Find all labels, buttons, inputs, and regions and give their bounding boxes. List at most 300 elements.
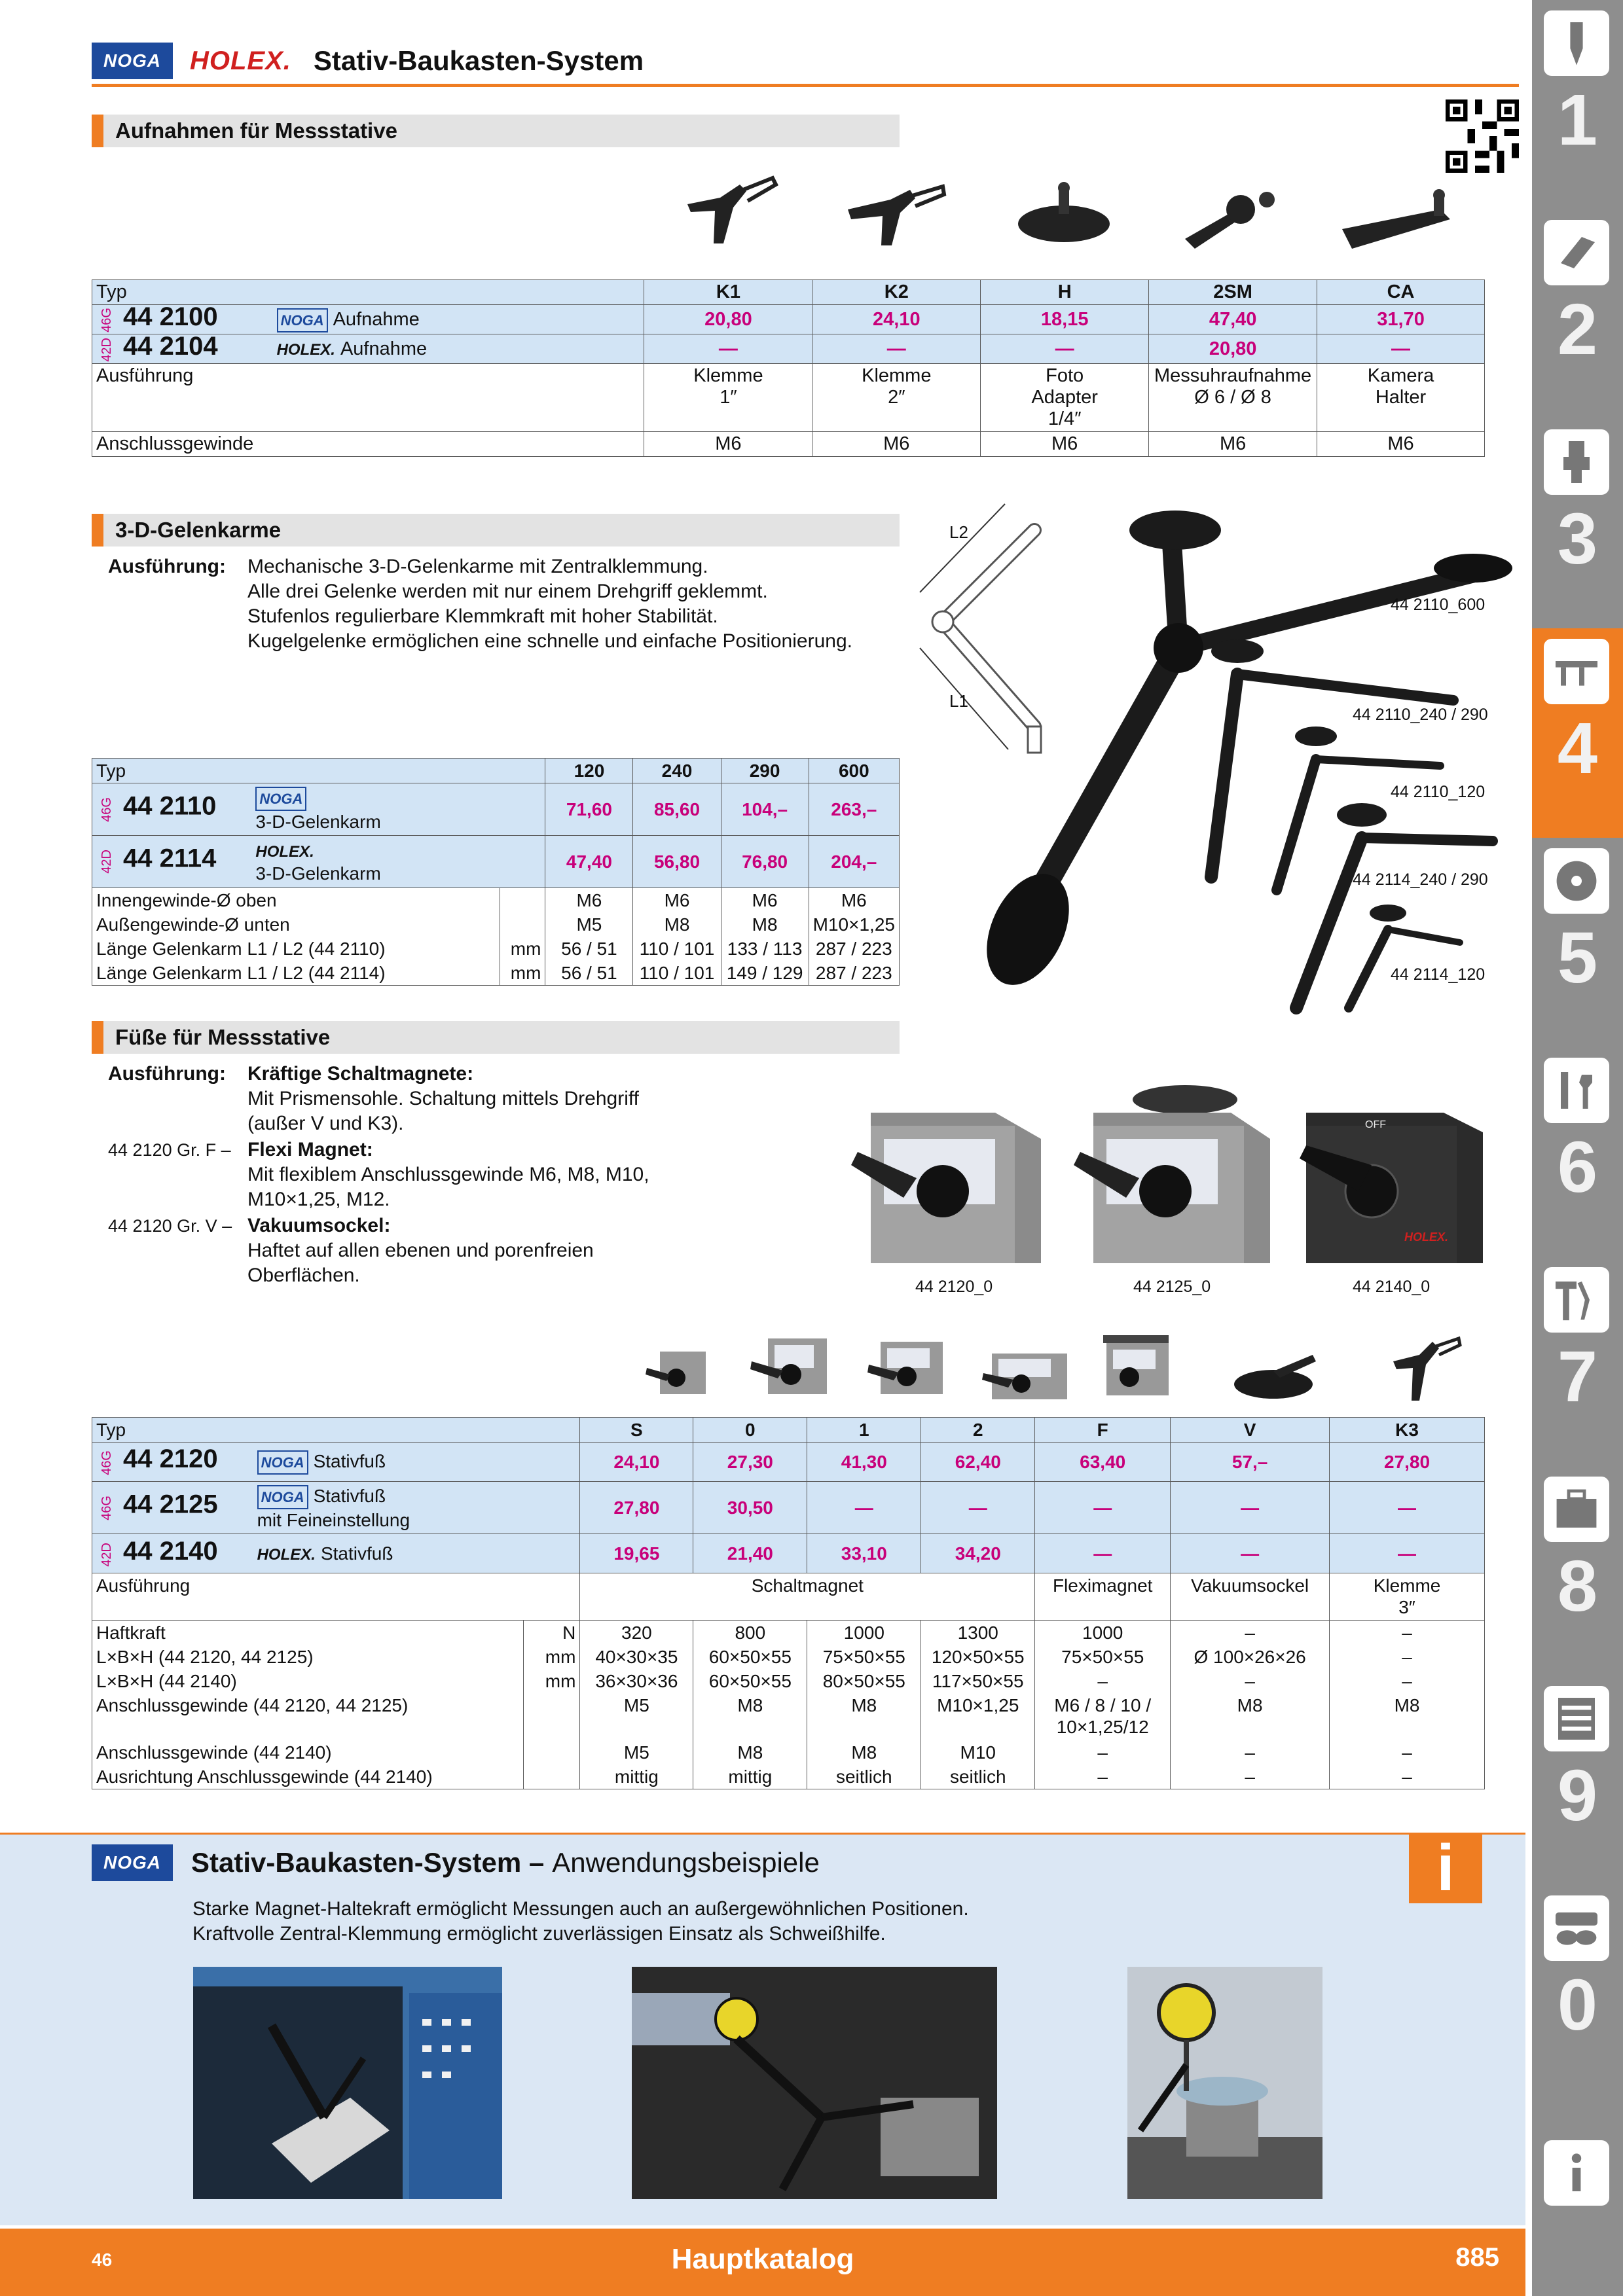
desc-line: Oberflächen.	[247, 1265, 360, 1286]
image-label: 44 2114_240 / 290	[1353, 870, 1488, 889]
cell: 1000	[807, 1621, 921, 1645]
image-label: 44 2110_240 / 290	[1353, 706, 1488, 724]
cell: 287 / 223	[809, 937, 899, 961]
row-label: Haftkraft	[92, 1621, 524, 1645]
desc-title: Vakuumsockel:	[247, 1215, 391, 1236]
cell: M8	[721, 912, 809, 937]
article-number[interactable]: 44 2104	[123, 332, 218, 361]
desc-line: M10×1,25, M12.	[247, 1189, 390, 1210]
price: 27,80	[580, 1482, 693, 1534]
section-header-gelenkarme: 3-D-Gelenkarme	[92, 514, 900, 547]
col-header: K2	[812, 280, 981, 305]
row-label: Außengewinde-Ø unten	[92, 912, 500, 937]
unit	[524, 1740, 580, 1765]
tab-info[interactable]	[1532, 2094, 1623, 2231]
price: 19,65	[580, 1534, 693, 1573]
tab-chapter-5[interactable]	[1532, 838, 1623, 1047]
magnet-2-icon	[976, 1340, 1074, 1406]
price: 63,40	[1035, 1443, 1171, 1482]
l1-label: L1	[949, 691, 968, 711]
tab-chapter-0[interactable]	[1532, 1885, 1623, 2094]
page-number-left: 46	[92, 2250, 113, 2270]
desc-line: Stufenlos regulierbare Klemmkraft mit hoher Stabilität.	[247, 605, 718, 627]
price: 27,80	[1330, 1443, 1485, 1482]
row-label: Länge Gelenkarm L1 / L2 (44 2110)	[92, 937, 500, 961]
clamp-k3-icon	[1380, 1329, 1465, 1407]
product-name: Aufnahme	[333, 309, 420, 330]
section-header-fuesse: Füße für Messstative	[92, 1021, 900, 1054]
price: 204,–	[809, 836, 899, 888]
price: 71,60	[545, 783, 633, 836]
magnet-base-image	[845, 1100, 1054, 1270]
cell: M5	[545, 912, 633, 937]
price: —	[1330, 1482, 1485, 1534]
price: 24,10	[812, 305, 981, 334]
cell: M6	[633, 888, 721, 913]
article-number[interactable]: 44 2140	[123, 1536, 218, 1566]
delivery-tag: 42D	[100, 850, 114, 874]
desc-label: 44 2120 Gr. V –	[108, 1216, 232, 1236]
page-title: Stativ-Baukasten-System	[313, 45, 644, 76]
desc-line: Alle drei Gelenke werden mit nur einem Drehgriff geklemmt.	[247, 581, 768, 602]
magnet-f-icon	[1090, 1329, 1182, 1404]
info-icon[interactable]: i	[1409, 1833, 1482, 1903]
typ-label: Typ	[92, 1418, 580, 1443]
product-row[interactable]	[92, 305, 1485, 334]
spec-row	[92, 1669, 1485, 1693]
table-aufnahmen	[92, 279, 1485, 457]
delivery-tag: 46G	[100, 1450, 114, 1475]
cell: M8	[1330, 1693, 1485, 1740]
cell: 56 / 51	[545, 937, 633, 961]
noga-logo: NOGA	[92, 43, 173, 79]
typ-label: Typ	[92, 759, 545, 783]
product-name: Aufnahme	[340, 338, 428, 360]
noga-brand-icon: NOGA	[257, 1485, 308, 1509]
holder-k2-icon	[838, 173, 949, 259]
delivery-tag: 46G	[100, 797, 114, 822]
price: —	[1035, 1482, 1171, 1534]
qr-code-icon[interactable]	[1446, 99, 1519, 173]
cell: Halter	[1375, 386, 1427, 408]
cell: 75×50×55	[1035, 1645, 1171, 1669]
row-label: Ausrichtung Anschlussgewinde (44 2140)	[92, 1765, 524, 1789]
desc-title: Kräftige Schaltmagnete:	[247, 1063, 474, 1085]
unit: mm	[500, 937, 545, 961]
desc-title: Flexi Magnet:	[247, 1139, 373, 1160]
holder-2sm-icon	[1172, 180, 1283, 259]
spec-row	[92, 912, 900, 937]
price: 62,40	[921, 1443, 1035, 1482]
catalog-name: Hauptkatalog	[671, 2243, 854, 2275]
spec-row	[92, 1621, 1485, 1645]
cell: 110 / 101	[633, 961, 721, 986]
col-header: S	[580, 1418, 693, 1443]
row-label: Innengewinde-Ø oben	[92, 888, 500, 913]
noga-brand-icon: NOGA	[277, 308, 328, 332]
row-label: L×B×H (44 2120, 44 2125)	[92, 1645, 524, 1669]
cell: M6	[1317, 431, 1485, 456]
cell: –	[1035, 1765, 1171, 1789]
info-line: Kraftvolle Zentral-Klemmung ermöglicht zuverlässigen Einsatz als Schweißhilfe.	[192, 1923, 886, 1945]
delivery-tag: 46G	[100, 308, 114, 333]
pliers-icon	[1544, 1267, 1609, 1333]
article-number[interactable]: 44 2114	[123, 843, 217, 872]
table-fuesse	[92, 1417, 1485, 1789]
row-label: Ausführung	[92, 1573, 580, 1621]
image-label: 44 2140_0	[1353, 1278, 1431, 1296]
row-label: Ausführung	[92, 363, 644, 431]
article-number[interactable]: 44 2100	[123, 302, 218, 331]
tab-number: 8	[1557, 1546, 1598, 1626]
cell: Schaltmagnet	[580, 1573, 1035, 1621]
header-divider	[92, 84, 1519, 87]
cell: M8	[807, 1740, 921, 1765]
info-subtitle: Anwendungsbeispiele	[552, 1847, 820, 1878]
cell: 75×50×55	[807, 1645, 921, 1669]
delivery-tag: 42D	[100, 1542, 114, 1567]
cell: 3″	[1398, 1597, 1415, 1617]
price: —	[1171, 1482, 1330, 1534]
cell: Klemme	[693, 365, 763, 386]
col-header: H	[981, 280, 1149, 305]
price: —	[807, 1482, 921, 1534]
tab-number: 6	[1557, 1127, 1598, 1208]
application-photo-dial	[632, 1967, 997, 2199]
cell: –	[1330, 1621, 1485, 1645]
image-label: 44 2120_0	[915, 1278, 993, 1296]
cell: 1000	[1035, 1621, 1171, 1645]
cell: 110 / 101	[633, 937, 721, 961]
col-header: 290	[721, 759, 809, 783]
row-label: Anschlussgewinde	[92, 431, 644, 456]
magnet-base-fine-image	[1067, 1073, 1283, 1270]
saw-blade-icon	[1544, 848, 1609, 914]
price: —	[1171, 1534, 1330, 1573]
article-number[interactable]: 44 2110	[123, 791, 217, 820]
price: 57,–	[1171, 1443, 1330, 1482]
product-name: 3-D-Gelenkarm	[255, 863, 381, 884]
spec-row	[92, 1765, 1485, 1789]
toolbox-icon	[1544, 1477, 1609, 1542]
cell: –	[1171, 1740, 1330, 1765]
info-header	[92, 1844, 820, 1881]
magnet-1-icon	[861, 1332, 953, 1404]
col-header: CA	[1317, 280, 1485, 305]
cell: 2″	[888, 386, 905, 408]
product-row[interactable]	[92, 1482, 1485, 1534]
cell: M6	[545, 888, 633, 913]
desc-line: (außer V und K3).	[247, 1113, 404, 1134]
drill-icon	[1544, 10, 1609, 76]
holder-ca-icon	[1336, 183, 1467, 262]
col-header: 2	[921, 1418, 1035, 1443]
cell: M8	[1171, 1693, 1330, 1740]
gelenkarm-products-image	[930, 484, 1519, 1047]
cell: Fleximagnet	[1035, 1573, 1171, 1621]
product-row[interactable]	[92, 783, 900, 836]
ausfuehrung-row	[92, 363, 1485, 431]
article-number[interactable]: 44 2125	[123, 1489, 218, 1518]
product-row[interactable]	[92, 1534, 1485, 1573]
insert-icon	[1544, 220, 1609, 285]
tab-chapter-3[interactable]	[1532, 419, 1623, 628]
cell: M6	[644, 431, 812, 456]
price: 30,50	[693, 1482, 807, 1534]
vacuum-base-icon	[1228, 1345, 1326, 1404]
col-header: 240	[633, 759, 721, 783]
unit	[500, 912, 545, 937]
cell: 117×50×55	[921, 1669, 1035, 1693]
desc-label: 44 2120 Gr. F –	[108, 1140, 231, 1160]
spec-row	[92, 1740, 1485, 1765]
col-header: 120	[545, 759, 633, 783]
product-row[interactable]	[92, 1443, 1485, 1482]
cell: M6	[1149, 431, 1317, 456]
cell: Klemme	[1373, 1575, 1441, 1596]
cell: 40×30×35	[580, 1645, 693, 1669]
price: 41,30	[807, 1443, 921, 1482]
cell: 60×50×55	[693, 1669, 807, 1693]
cell: –	[1035, 1740, 1171, 1765]
section-header-aufnahmen: Aufnahmen für Messstative	[92, 115, 900, 147]
price: 56,80	[633, 836, 721, 888]
application-photo-machine	[193, 1967, 502, 2199]
cell: M6 / 8 / 10 / 10×1,25/12	[1035, 1693, 1171, 1740]
unit: mm	[524, 1669, 580, 1693]
price: —	[1317, 334, 1485, 364]
tab-chapter-2[interactable]	[1532, 209, 1623, 419]
caliper-icon	[1544, 639, 1609, 704]
delivery-tag: 46G	[100, 1495, 114, 1520]
product-row[interactable]	[92, 334, 1485, 364]
cell: 1″	[720, 386, 737, 408]
desc-line: Mechanische 3-D-Gelenkarme mit Zentralklemmung.	[247, 556, 708, 577]
cell: M6	[981, 431, 1149, 456]
product-name: mit Feineinstellung	[257, 1509, 410, 1530]
spec-row	[92, 1693, 1485, 1740]
holex-brand-icon: HOLEX.	[1404, 1230, 1449, 1244]
price: —	[1330, 1534, 1485, 1573]
tab-number: 4	[1557, 708, 1598, 789]
cell: 1/4″	[1048, 408, 1082, 429]
noga-brand-icon: NOGA	[255, 787, 306, 811]
typ-label: Typ	[92, 280, 644, 305]
price: 31,70	[1317, 305, 1485, 334]
tool-holder-icon	[1544, 429, 1609, 495]
product-name: 3-D-Gelenkarm	[255, 811, 381, 832]
price: 47,40	[1149, 305, 1317, 334]
image-label: 44 2110_600	[1391, 596, 1486, 614]
price: 24,10	[580, 1443, 693, 1482]
price: —	[1035, 1534, 1171, 1573]
cell: M5	[580, 1740, 693, 1765]
tab-number: 3	[1557, 499, 1598, 579]
cell: Adapter	[1031, 386, 1098, 408]
cell: M10×1,25	[809, 912, 899, 937]
unit	[524, 1693, 580, 1740]
cell: mittig	[580, 1765, 693, 1789]
tab-number: 9	[1557, 1755, 1598, 1836]
tab-number: 5	[1557, 918, 1598, 998]
noga-logo: NOGA	[92, 1844, 173, 1881]
unit	[524, 1765, 580, 1789]
cell: 36×30×36	[580, 1669, 693, 1693]
price: 20,80	[1149, 334, 1317, 364]
cell: M6	[721, 888, 809, 913]
delivery-tag: 42D	[100, 338, 114, 362]
noga-brand-icon: NOGA	[257, 1450, 308, 1475]
spec-row	[92, 1645, 1485, 1669]
table-header-row	[92, 280, 1485, 305]
cell: M10×1,25	[921, 1693, 1035, 1740]
unit: N	[524, 1621, 580, 1645]
holex-brand-icon: HOLEX.	[276, 341, 335, 359]
price: 20,80	[644, 305, 812, 334]
info-title: Stativ-Baukasten-System –	[191, 1847, 545, 1878]
chapter-sidebar	[1532, 0, 1623, 2296]
product-row[interactable]	[92, 836, 900, 888]
price: 76,80	[721, 836, 809, 888]
cell: Ø 6 / Ø 8	[1194, 386, 1271, 408]
tab-number: 1	[1557, 80, 1598, 160]
col-header: V	[1171, 1418, 1330, 1443]
cell: 133 / 113	[721, 937, 809, 961]
holder-h-icon	[1012, 178, 1116, 257]
cell: –	[1171, 1621, 1330, 1645]
cell: 56 / 51	[545, 961, 633, 986]
price: 263,–	[809, 783, 899, 836]
row-label: Länge Gelenkarm L1 / L2 (44 2114)	[92, 961, 500, 986]
safety-icon	[1544, 1895, 1609, 1961]
image-label: 44 2110_120	[1391, 783, 1486, 801]
fuesse-description	[108, 1062, 926, 1297]
image-label: 44 2125_0	[1133, 1278, 1211, 1296]
col-header: K1	[644, 280, 812, 305]
cabinet-icon	[1544, 1686, 1609, 1751]
unit: mm	[524, 1645, 580, 1669]
cell: M6	[812, 431, 981, 456]
cell: M8	[633, 912, 721, 937]
col-header: K3	[1330, 1418, 1485, 1443]
cell: –	[1330, 1740, 1485, 1765]
price: 104,–	[721, 783, 809, 836]
cell: –	[1330, 1765, 1485, 1789]
tab-number: 2	[1557, 289, 1598, 370]
tab-chapter-1[interactable]	[1532, 0, 1623, 209]
page-header	[92, 38, 1519, 84]
info-text	[192, 1897, 969, 1946]
table-gelenkarme	[92, 758, 900, 986]
price: —	[921, 1482, 1035, 1534]
ausfuehrung-row	[92, 1573, 1485, 1621]
cell: 320	[580, 1621, 693, 1645]
holder-k1-icon	[674, 171, 786, 257]
unit: mm	[500, 961, 545, 986]
price: 27,30	[693, 1443, 807, 1482]
cell: 60×50×55	[693, 1645, 807, 1669]
magnet-s-icon	[640, 1338, 719, 1404]
cell: 149 / 129	[721, 961, 809, 986]
cell: M8	[807, 1693, 921, 1740]
gewinde-row	[92, 431, 1485, 456]
tab-chapter-9[interactable]	[1532, 1676, 1623, 1885]
l2-label: L2	[949, 522, 968, 542]
cell: Ø 100×26×26	[1171, 1645, 1330, 1669]
cell: seitlich	[921, 1765, 1035, 1789]
spec-row	[92, 937, 900, 961]
off-label: OFF	[1365, 1119, 1386, 1130]
price: —	[981, 334, 1149, 364]
spec-row	[92, 961, 900, 986]
desc-line: Haftet auf allen ebenen und porenfreien	[247, 1240, 594, 1261]
wrench-icon	[1544, 1058, 1609, 1123]
col-header: F	[1035, 1418, 1171, 1443]
cell: –	[1035, 1669, 1171, 1693]
cell: seitlich	[807, 1765, 921, 1789]
cell: M5	[580, 1693, 693, 1740]
desc-line: Mit flexiblem Anschlussgewinde M6, M8, M10,	[247, 1164, 649, 1185]
price: 85,60	[633, 783, 721, 836]
desc-label: Ausführung:	[108, 556, 226, 577]
cell: Foto	[1046, 365, 1084, 386]
tab-number: 7	[1557, 1336, 1598, 1417]
cell: 287 / 223	[809, 961, 899, 986]
cell: 1300	[921, 1621, 1035, 1645]
col-header: 2SM	[1149, 280, 1317, 305]
page-number-right: 885	[1455, 2243, 1499, 2272]
info-line: Starke Magnet-Haltekraft ermöglicht Messungen auch an außergewöhnlichen Positionen.	[192, 1898, 969, 1920]
price: —	[812, 334, 981, 364]
magnet-0-icon	[745, 1329, 837, 1404]
tab-chapter-4[interactable]	[1532, 628, 1623, 838]
cell: Messuhraufnahme	[1154, 365, 1312, 386]
spec-row	[92, 888, 900, 913]
cell: –	[1171, 1669, 1330, 1693]
cell: –	[1330, 1669, 1485, 1693]
cell: M10	[921, 1740, 1035, 1765]
price: 33,10	[807, 1534, 921, 1573]
tab-number: 0	[1557, 1965, 1598, 2045]
col-header: 1	[807, 1418, 921, 1443]
row-label: Anschlussgewinde (44 2120, 44 2125)	[92, 1693, 524, 1740]
cell: –	[1171, 1765, 1330, 1789]
desc-label: Ausführung:	[108, 1063, 226, 1085]
cell: 120×50×55	[921, 1645, 1035, 1669]
cell: mittig	[693, 1765, 807, 1789]
cell: M6	[809, 888, 899, 913]
tab-chapter-6[interactable]	[1532, 1047, 1623, 1257]
holex-brand-icon: HOLEX.	[257, 1545, 316, 1564]
gelenk-description	[108, 554, 926, 659]
row-label: Anschlussgewinde (44 2140)	[92, 1740, 524, 1765]
tab-chapter-7[interactable]	[1532, 1257, 1623, 1466]
desc-line: Mit Prismensohle. Schaltung mittels Drehgriff	[247, 1088, 640, 1109]
holex-logo: HOLEX.	[190, 46, 291, 75]
product-name: Stativfuß	[313, 1451, 386, 1472]
price: 34,20	[921, 1534, 1035, 1573]
article-number[interactable]: 44 2120	[123, 1444, 218, 1474]
price: —	[644, 334, 812, 364]
price: 21,40	[693, 1534, 807, 1573]
tab-chapter-8[interactable]	[1532, 1466, 1623, 1676]
product-name: Stativfuß	[320, 1543, 393, 1564]
col-header: 600	[809, 759, 899, 783]
cell: Klemme	[862, 365, 932, 386]
application-photo-stand	[1127, 1967, 1322, 2199]
price: 47,40	[545, 836, 633, 888]
product-name: Stativfuß	[313, 1485, 386, 1506]
